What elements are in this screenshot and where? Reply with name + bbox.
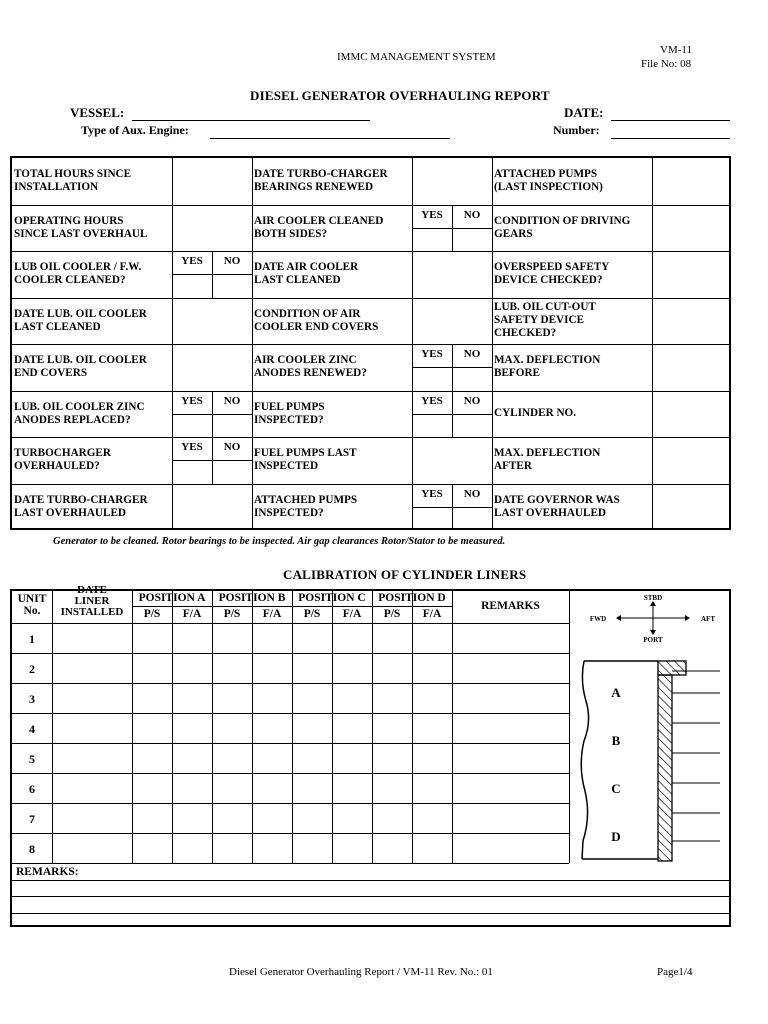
compass-port: PORT <box>643 636 663 644</box>
fa-header: F/A <box>262 608 282 620</box>
system-name: IMMC MANAGEMENT SYSTEM <box>337 51 496 63</box>
row-divider <box>12 743 569 744</box>
checklist-label-line: INSPECTED? <box>254 413 324 426</box>
checklist-label-line: LAST OVERHAULED <box>14 506 127 519</box>
checklist-label-line: GEARS <box>494 227 533 240</box>
checklist-label-line: INSTALLATION <box>14 181 99 194</box>
checklist-label <box>14 354 147 380</box>
yes-checkbox[interactable]: YES <box>181 441 203 453</box>
no-checkbox[interactable]: NO <box>463 208 481 221</box>
no-checkbox[interactable]: NO <box>223 255 241 267</box>
fa-header: F/A <box>182 608 202 620</box>
vessel-label: VESSEL: <box>70 105 125 120</box>
checklist-label-line: BEARINGS RENEWED <box>254 181 374 194</box>
unit-number: 3 <box>29 692 35 706</box>
row-divider <box>12 833 569 834</box>
unit-no-line: No. <box>23 605 41 617</box>
compass-stbd: STBD <box>643 594 663 602</box>
checklist-label-line: ANODES RENEWED? <box>254 367 367 380</box>
checklist-label-line: LUB. OIL CUT-OUT <box>494 301 596 314</box>
no-checkbox[interactable]: NO <box>463 348 481 360</box>
position-header: POSITION A <box>138 592 206 604</box>
checklist-label-line: ATTACHED PUMPS <box>494 168 598 181</box>
column-divider <box>452 591 453 863</box>
checklist-label-line: DATE LUB. OIL COOLER <box>14 307 147 320</box>
yes-checkbox[interactable]: YES <box>421 394 443 407</box>
checklist-label-line: DATE TURBO-CHARGER <box>14 493 148 506</box>
checklist-label-line: DATE AIR COOLER <box>254 261 359 274</box>
checklist-label-line: ATTACHED PUMPS <box>254 493 358 506</box>
checklist-label-line: DEVICE CHECKED? <box>494 274 603 287</box>
checklist-label-line: LAST OVERHAULED <box>494 506 607 519</box>
checklist-label-line: OVERHAULED? <box>14 460 100 473</box>
no-answer-box[interactable] <box>213 275 251 296</box>
row-divider <box>12 773 569 774</box>
position-header: POSITION B <box>218 592 286 604</box>
unit-number: 8 <box>29 842 35 856</box>
checklist-label-line: TURBOCHARGER <box>14 447 111 460</box>
column-divider <box>212 591 213 863</box>
remarks-line <box>12 896 729 897</box>
ps-header: P/S <box>383 608 401 620</box>
checklist-label-line: BOTH SIDES? <box>254 227 328 240</box>
position-letter-d: D <box>611 829 621 844</box>
position-header: POSITION C <box>298 592 366 604</box>
yes-checkbox[interactable]: YES <box>421 487 443 500</box>
checklist-label-line: AFTER <box>494 460 532 473</box>
remarks-header: REMARKS <box>481 600 540 612</box>
calibration-title: CALIBRATION OF CYLINDER LINERS <box>283 567 527 582</box>
checklist-label-line: CONDITION OF AIR <box>254 307 361 320</box>
position-letter-c: C <box>611 781 621 796</box>
header-divider <box>132 606 452 607</box>
checklist-label-line: COOLER END COVERS <box>254 320 379 333</box>
row-divider <box>12 205 729 206</box>
checklist-label <box>14 168 131 194</box>
vessel-field[interactable] <box>132 120 370 121</box>
date-label: DATE: <box>564 105 604 120</box>
column-divider <box>252 591 253 863</box>
position-header: POSITION D <box>378 592 446 604</box>
checklist-label-line: CHECKED? <box>494 327 557 340</box>
checklist-label <box>254 447 357 473</box>
checklist-label <box>494 301 596 340</box>
doc-code: VM-11 <box>660 44 692 56</box>
checklist-label <box>494 494 620 520</box>
checklist-label-line: OVERSPEED SAFETY <box>494 261 610 274</box>
checklist-label-line: BEFORE <box>494 367 541 380</box>
checklist-label <box>254 215 383 241</box>
checklist-label-line: DATE LUB. OIL COOLER <box>14 354 147 367</box>
no-answer-box[interactable] <box>453 229 491 250</box>
checklist-label-line: CYLINDER NO. <box>494 407 577 420</box>
column-divider <box>372 591 373 863</box>
row-divider <box>12 298 729 299</box>
column-divider <box>252 158 253 528</box>
no-checkbox[interactable]: NO <box>223 394 241 407</box>
unit-number: 6 <box>29 782 35 796</box>
yes-answer-box[interactable] <box>413 368 451 389</box>
fa-header: F/A <box>342 608 362 620</box>
checklist-label <box>14 215 147 241</box>
row-divider <box>12 683 569 684</box>
yes-checkbox[interactable]: YES <box>181 394 203 407</box>
checklist-label-line: DATE GOVERNOR WAS <box>494 493 620 506</box>
column-divider <box>52 591 53 863</box>
engine-field[interactable] <box>210 138 450 139</box>
generator-note: Generator to be cleaned. Rotor bearings to be inspected. Air gap clearances Rotor/Stator to be measured. <box>53 536 506 547</box>
checklist-label <box>14 308 147 334</box>
checklist-label-line: LAST CLEANED <box>254 274 341 287</box>
checklist-label-line: OPERATING HOURS <box>14 214 124 227</box>
checklist-label-line: COOLER CLEANED? <box>14 274 126 287</box>
checklist-label <box>254 308 378 334</box>
no-checkbox[interactable]: NO <box>463 394 481 407</box>
checklist-label-line: CONDITION OF DRIVING <box>494 214 631 227</box>
column-divider <box>132 591 133 863</box>
no-answer-box[interactable] <box>453 415 491 436</box>
yes-checkbox[interactable]: YES <box>421 208 443 221</box>
row-divider <box>12 251 729 252</box>
checklist-label-line: FUEL PUMPS <box>254 400 325 413</box>
checklist-label <box>494 261 609 287</box>
checklist-label-line: LUB OIL COOLER / F.W. <box>14 261 142 274</box>
yes-answer-box[interactable] <box>413 415 451 436</box>
unit-number: 2 <box>29 662 35 676</box>
checklist-label <box>14 494 148 520</box>
footer-text: Diesel Generator Overhauling Report / VM-11 Rev. No.: 01 <box>229 966 493 978</box>
checklist-label <box>14 261 141 287</box>
checklist-label <box>494 215 630 241</box>
checklist-label-line: LUB. OIL COOLER ZINC <box>14 400 145 413</box>
checklist-label-line: MAX. DEFLECTION <box>494 354 601 367</box>
checklist-label-line: INSPECTED <box>254 460 319 473</box>
number-field[interactable] <box>611 138 730 139</box>
checklist-label-line: SINCE LAST OVERHAUL <box>14 227 148 240</box>
checklist-label-line: (LAST INSPECTION) <box>494 181 603 194</box>
unit-no-header <box>12 593 52 617</box>
ps-header: P/S <box>303 608 321 620</box>
yes-answer-box[interactable] <box>173 415 211 436</box>
column-divider <box>292 591 293 863</box>
row-divider <box>12 863 569 864</box>
row-divider <box>12 653 569 654</box>
liner-outline-left <box>581 661 588 859</box>
column-divider <box>172 591 173 863</box>
unit-no-line: UNIT <box>17 593 47 605</box>
date-liner-line: DATE <box>77 584 107 596</box>
report-title: DIESEL GENERATOR OVERHAULING REPORT <box>250 88 550 103</box>
calibration-table <box>10 584 731 927</box>
date-field[interactable] <box>611 120 730 121</box>
checklist-label <box>494 354 600 380</box>
unit-number: 5 <box>29 752 35 766</box>
row-divider <box>12 344 729 345</box>
checklist-label <box>254 261 358 287</box>
row-divider <box>12 437 729 438</box>
column-divider <box>492 158 493 528</box>
yes-answer-box[interactable] <box>413 229 451 250</box>
liner-flange <box>658 661 686 675</box>
no-answer-box[interactable] <box>213 415 251 436</box>
remarks-line <box>12 913 729 914</box>
checklist-label-line: TOTAL HOURS SINCE <box>14 168 132 181</box>
no-checkbox[interactable]: NO <box>463 487 481 500</box>
row-divider <box>12 623 569 624</box>
ps-header: P/S <box>223 608 241 620</box>
remarks-footer-label: REMARKS: <box>16 866 79 878</box>
file-no: File No: 08 <box>641 58 692 70</box>
unit-number: 7 <box>29 812 35 826</box>
date-liner-line: LINER <box>74 595 110 607</box>
overhaul-checklist <box>10 156 731 530</box>
checklist-label <box>14 401 145 427</box>
no-answer-box[interactable] <box>213 461 251 482</box>
checklist-label <box>14 447 111 473</box>
row-divider <box>12 713 569 714</box>
row-divider <box>12 803 569 804</box>
column-divider <box>412 591 413 863</box>
date-liner-line: INSTALLED <box>60 606 124 618</box>
checklist-label-line: DATE TURBO-CHARGER <box>254 168 388 181</box>
ps-header: P/S <box>143 608 161 620</box>
checklist-label-line: MAX. DEFLECTION <box>494 447 601 460</box>
row-divider <box>12 484 729 485</box>
remarks-line <box>12 880 729 881</box>
checklist-label <box>254 168 388 194</box>
engine-label: Type of Aux. Engine: <box>81 123 189 137</box>
compass-fwd: FWD <box>589 615 607 623</box>
checklist-label-line: END COVERS <box>14 367 88 380</box>
yes-checkbox[interactable]: YES <box>421 348 443 360</box>
checklist-label <box>254 354 367 380</box>
page-number: Page1/4 <box>657 966 693 978</box>
position-letter-b: B <box>611 733 621 748</box>
checklist-label-line: SAFETY DEVICE <box>494 314 585 327</box>
checklist-label <box>254 401 325 427</box>
liner-diagram <box>570 591 730 863</box>
checklist-label-line: AIR COOLER ZINC <box>254 354 357 367</box>
position-letter-a: A <box>611 685 621 700</box>
checklist-label-line: INSPECTED? <box>254 506 324 519</box>
liner-wall <box>658 675 672 861</box>
checklist-label-line: AIR COOLER CLEANED <box>254 214 384 227</box>
number-label: Number: <box>553 123 600 137</box>
compass-aft: AFT <box>701 615 715 623</box>
checklist-label-line: FUEL PUMPS LAST <box>254 447 357 460</box>
checklist-label-line: LAST CLEANED <box>14 320 101 333</box>
no-answer-box[interactable] <box>453 508 491 529</box>
yes-answer-box[interactable] <box>173 275 211 296</box>
yes-answer-box[interactable] <box>413 508 451 529</box>
unit-number: 4 <box>29 722 35 736</box>
checklist-label <box>254 494 357 520</box>
checklist-label <box>494 407 576 420</box>
no-checkbox[interactable]: NO <box>223 441 241 453</box>
no-answer-box[interactable] <box>453 368 491 389</box>
yes-answer-box[interactable] <box>173 461 211 482</box>
checklist-label-line: ANODES REPLACED? <box>14 413 131 426</box>
fa-header: F/A <box>422 608 442 620</box>
column-divider <box>652 158 653 528</box>
yes-checkbox[interactable]: YES <box>181 255 203 267</box>
column-divider <box>332 591 333 863</box>
date-liner-header <box>52 585 132 618</box>
unit-number: 1 <box>29 632 35 646</box>
checklist-label <box>494 447 600 473</box>
row-divider <box>12 391 729 392</box>
checklist-label <box>494 168 603 194</box>
